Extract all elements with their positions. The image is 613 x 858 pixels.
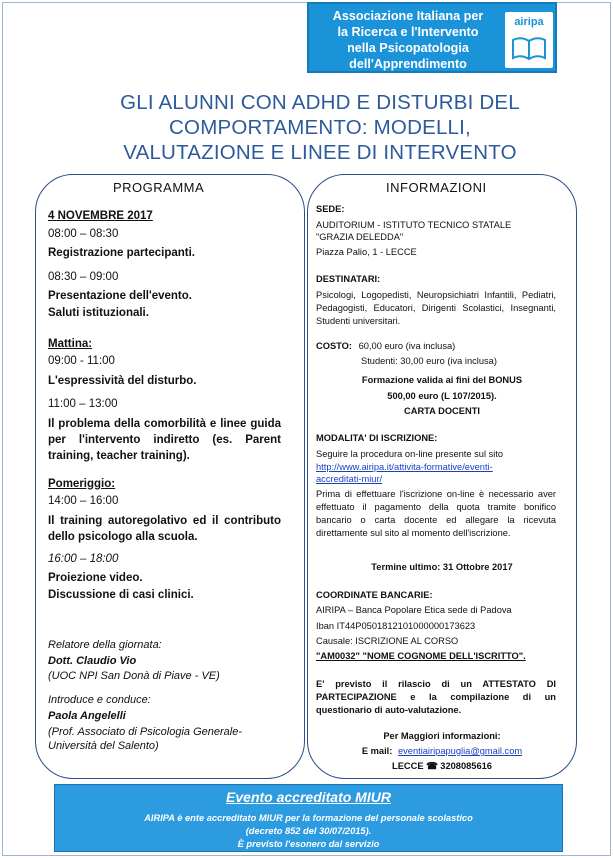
bank-name: AIRIPA – Banca Popolare Etica sede di Padova	[316, 605, 512, 615]
afternoon-label: Pomeriggio:	[48, 478, 116, 490]
sede-line: "GRAZIA DELEDDA"	[316, 232, 404, 242]
informazioni-heading: INFORMAZIONI	[386, 180, 487, 195]
session-title: Discussione di casi clinici.	[48, 589, 194, 601]
session-time: 08:00 – 08:30	[48, 228, 119, 240]
morning-label: Mattina:	[48, 338, 93, 350]
title-line: VALUTAZIONE E LINEE DI INTERVENTO	[123, 141, 517, 164]
title-line: GLI ALUNNI CON ADHD E DISTURBI DEL	[120, 91, 520, 114]
modalita-text: Prima di effettuare l'iscrizione on-line è necessario aver effettuato il pagamento della quota tramite bonifico bancario o carta docente ed allegare la ricevuta direttamente sul sito al momento dell'iscrizione.	[316, 489, 556, 538]
email-row	[308, 745, 576, 757]
studenti-cost: Studenti: 30,00 euro (iva inclusa)	[361, 356, 497, 366]
costo-row	[316, 340, 455, 352]
page-title	[60, 90, 580, 165]
intro-label: Introduce e conduce:	[48, 694, 151, 706]
bonus-line: CARTA DOCENTI	[404, 406, 480, 416]
destinatari-label: DESTINATARI:	[316, 274, 381, 284]
miur-line: AIRIPA è ente accreditato MIUR per la formazione del personale scolastico	[144, 813, 473, 823]
event-date: 4 NOVEMBRE 2017	[48, 210, 153, 222]
intro-affiliation: (Prof. Associato di Psicologia Generale-	[48, 726, 243, 738]
relatore-label: Relatore della giornata:	[48, 639, 162, 651]
email-label: E mail:	[361, 746, 393, 756]
sede-line: AUDITORIUM - ISTITUTO TECNICO STATALE	[316, 220, 512, 230]
phone: LECCE ☎ 3208085616	[392, 761, 492, 771]
session-title: Registrazione partecipanti.	[48, 247, 195, 259]
miur-title: Evento accreditato MIUR	[226, 789, 391, 805]
session-time: 09:00 - 11:00	[48, 355, 115, 367]
email-link[interactable]: eventiairipapuglia@gmail.com	[397, 746, 523, 756]
open-book-icon	[511, 34, 547, 62]
registration-link[interactable]: http://www.airipa.it/attivita-formative/eventi-	[316, 462, 493, 472]
session-title: Saluti istituzionali.	[48, 307, 149, 319]
attestato-text: E' previsto il rilascio di un ATTESTATO DI PARTECIPAZIONE e la compilazione di un questionario di auto-valutazione.	[316, 679, 556, 715]
miur-line: È previsto l'esonero dal servizio	[237, 839, 380, 849]
association-line: dell'Apprendimento	[349, 57, 467, 71]
registration-link[interactable]: accreditati-miur/	[316, 474, 383, 484]
bonus-line: Formazione valida ai fini del BONUS	[361, 375, 523, 385]
session-title: Il training autoregolativo ed il contributo dello psicologo alla scuola.	[48, 515, 281, 543]
association-line: nella Psicopatologia	[347, 41, 469, 55]
session-time: 08:30 – 09:00	[48, 271, 119, 283]
intro-name: Paola Angelelli	[48, 710, 126, 722]
title-line: COMPORTAMENTO: MODELLI,	[169, 116, 471, 139]
association-line: Associazione Italiana per	[332, 9, 484, 23]
relatore-affiliation: (UOC NPI San Donà di Piave - VE)	[48, 670, 220, 682]
programma-heading: PROGRAMMA	[113, 180, 205, 195]
session-title: L'espressività del disturbo.	[48, 375, 197, 387]
modalita-label: MODALITA' DI ISCRIZIONE:	[316, 433, 438, 443]
bonus-line: 500,00 euro (L 107/2015).	[387, 391, 497, 401]
informazioni-panel	[307, 174, 577, 779]
iban: Iban IT44P0501812101000000173623	[316, 621, 476, 631]
session-title: Proiezione video.	[48, 572, 143, 584]
association-line: la Ricerca e l'Intervento	[337, 25, 479, 39]
causale: Causale: ISCRIZIONE AL CORSO	[316, 636, 459, 646]
modalita-text: Seguire la procedura on-line presente sul sito	[316, 449, 504, 459]
miur-banner	[54, 784, 563, 852]
association-banner	[307, 2, 557, 73]
miur-line: (decreto 852 del 30/07/2015).	[245, 826, 372, 836]
logo-text: airipa	[514, 16, 544, 28]
coordinate-label: COORDINATE BANCARIE:	[316, 590, 433, 600]
programma-panel	[35, 174, 305, 779]
relatore-name: Dott. Claudio Vio	[48, 655, 137, 667]
causale-code: "AM0032" "NOME COGNOME DELL'ISCRITTO".	[316, 651, 526, 661]
session-title: Il problema della comorbilità e linee guida per l'intervento indiretto (es. Parent training, teacher training).	[48, 418, 281, 462]
costo-value: 60,00 euro (iva inclusa)	[358, 341, 456, 351]
session-time: 11:00 – 13:00	[48, 398, 118, 410]
sede-label: SEDE:	[316, 204, 345, 214]
session-time: 16:00 – 18:00	[48, 553, 119, 565]
intro-affiliation: Università del Salento)	[48, 740, 159, 752]
session-title: Presentazione dell'evento.	[48, 290, 192, 302]
airipa-logo	[505, 12, 553, 68]
association-name	[313, 8, 503, 72]
costo-label: COSTO:	[316, 341, 352, 351]
info-label: Per Maggiori informazioni:	[383, 731, 501, 741]
destinatari-text: Psicologi, Logopedisti, Neuropsichiatri Infantili, Pediatri, Pedagogisti, Educatori, Dirigenti Scolastici, Insegnanti, Studenti universitari.	[316, 290, 556, 326]
session-time: 14:00 – 16:00	[48, 495, 119, 507]
deadline: Termine ultimo: 31 Ottobre 2017	[371, 562, 513, 572]
sede-line: Piazza Palio, 1 - LECCE	[316, 247, 417, 257]
